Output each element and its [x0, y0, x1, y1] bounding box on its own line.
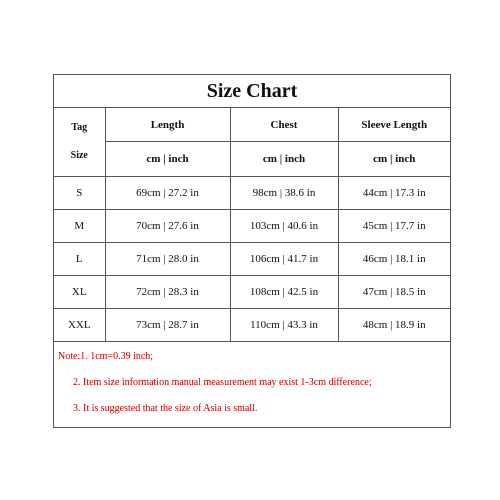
length-cell: 73cm | 28.7 in: [105, 309, 230, 342]
size-cell: M: [54, 210, 105, 243]
size-cell: S: [54, 177, 105, 210]
table-row: [54, 309, 450, 342]
chest-cell: 110cm | 43.3 in: [230, 309, 338, 342]
unit-sleeve-length: cm | inch: [338, 142, 450, 177]
size-cell: XL: [54, 276, 105, 309]
sleeve-cell: 46cm | 18.1 in: [338, 243, 450, 276]
size-label: Size: [70, 150, 88, 161]
tag-size-header: [54, 108, 105, 177]
unit-length: cm | inch: [105, 142, 230, 177]
chest-cell: 98cm | 38.6 in: [230, 177, 338, 210]
column-header-chest: Chest: [230, 108, 338, 142]
table-header-row: [54, 108, 450, 142]
chest-cell: 106cm | 41.7 in: [230, 243, 338, 276]
sleeve-cell: 48cm | 18.9 in: [338, 309, 450, 342]
notes-section: [54, 342, 450, 447]
table-row: [54, 177, 450, 210]
size-cell: XXL: [54, 309, 105, 342]
chest-cell: 108cm | 42.5 in: [230, 276, 338, 309]
table-row: [54, 243, 450, 276]
length-cell: 69cm | 27.2 in: [105, 177, 230, 210]
table-unit-row: [54, 142, 450, 177]
sleeve-cell: 47cm | 18.5 in: [338, 276, 450, 309]
table-row: [54, 210, 450, 243]
chest-cell: 103cm | 40.6 in: [230, 210, 338, 243]
note-3: 3. It is suggested that the size of Asia is small.: [73, 403, 258, 414]
column-header-sleeve-length: Sleeve Length: [338, 108, 450, 142]
sleeve-cell: 44cm | 17.3 in: [338, 177, 450, 210]
table-row: [54, 276, 450, 309]
column-header-length: Length: [105, 108, 230, 142]
unit-chest: cm | inch: [230, 142, 338, 177]
size-table: [54, 108, 450, 342]
note-1: Note:1. 1cm=0.39 inch;: [58, 351, 154, 362]
tag-label: Tag: [71, 122, 88, 133]
length-cell: 71cm | 28.0 in: [105, 243, 230, 276]
sleeve-cell: 45cm | 17.7 in: [338, 210, 450, 243]
size-chart: [53, 74, 451, 428]
length-cell: 70cm | 27.6 in: [105, 210, 230, 243]
length-cell: 72cm | 28.3 in: [105, 276, 230, 309]
note-2: 2. Item size information manual measurement may exist 1-3cm difference;: [73, 377, 372, 388]
chart-title: Size Chart: [54, 75, 450, 108]
size-cell: L: [54, 243, 105, 276]
